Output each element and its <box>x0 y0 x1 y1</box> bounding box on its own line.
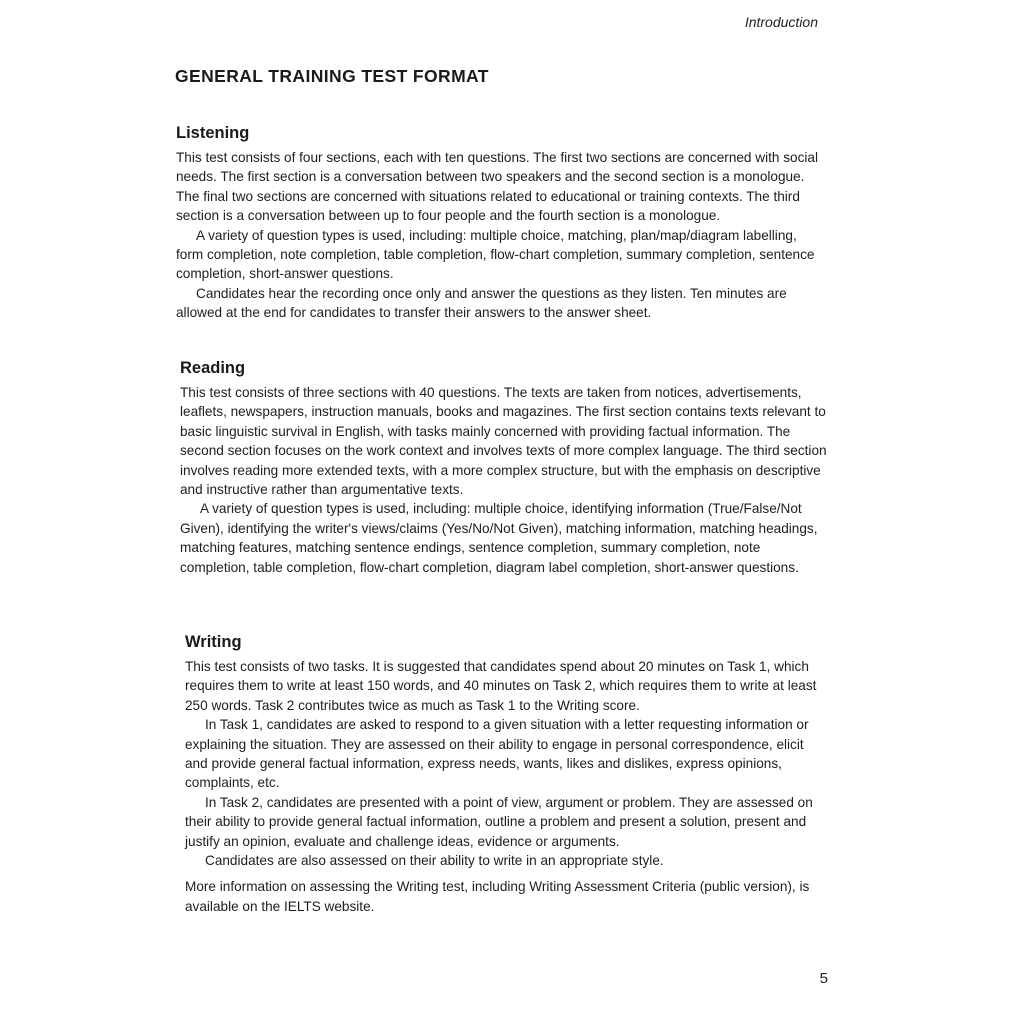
listening-heading: Listening <box>176 124 250 142</box>
reading-paragraph-1: This test consists of three sections with 40 questions. The texts are taken from notices, advertisements, leaflets, newspapers, instruction manuals, books and magazines. The first section contains texts relevant to basic linguistic survival in English, with tasks mainly concerned with providing factual information. The second section focuses on the work context and involves texts of more complex language. The third section involves reading more extended texts, with a more complex structure, but with the emphasis on descriptive and instructive rather than argumentative texts. <box>180 385 827 498</box>
writing-paragraph-2: In Task 1, candidates are asked to respond to a given situation with a letter requesting information or explaining the situation. They are assessed on their ability to engage in personal correspondence, elicit and provide general factual information, express needs, wants, likes and dislikes, express opinions, complaints, etc. <box>185 717 809 791</box>
listening-paragraph-1: This test consists of four sections, each with ten questions. The first two sections are concerned with social needs. The first section is a conversation between two speakers and the second section is a monologue. The final two sections are concerned with situations related to educational or training contexts. The third section is a conversation between up to four people and the fourth section is a monologue. <box>176 150 818 224</box>
listening-paragraph-2: A variety of question types is used, including: multiple choice, matching, plan/map/diagram labelling, form completion, note completion, table completion, flow-chart completion, summary completion, sentence completion, short-answer questions. <box>176 227 815 282</box>
running-head: Introduction <box>744 14 818 30</box>
reading-heading: Reading <box>180 359 246 377</box>
listening-paragraph-3: Candidates hear the recording once only and answer the questions as they listen. Ten minutes are allowed at the end for candidates to transfer their answers to the answer sheet. <box>176 285 787 321</box>
writing-paragraph-1: This test consists of two tasks. It is suggested that candidates spend about 20 minutes on Task 1, which requires them to write at least 150 words, and 40 minutes on Task 2, which requires them to write at least 250 words. Task 2 contributes twice as much as Task 1 to the Writing score. <box>185 659 817 713</box>
writing-heading: Writing <box>185 633 242 651</box>
reading-section <box>180 359 830 577</box>
writing-more-info: More information on assessing the Writing test, including Writing Assessment Criteria (public version), is available on the IELTS website. <box>185 879 810 914</box>
reading-paragraph-2: A variety of question types is used, including: multiple choice, identifying information (True/False/Not Given), identifying the writer's views/claims (Yes/No/Not Given), matching information, matching headings, matching features, matching sentence endings, sentence completion, summary completion, note completion, table completion, flow-chart completion, diagram label completion, short-answer questions. <box>180 501 818 575</box>
writing-paragraph-3: In Task 2, candidates are presented with a point of view, argument or problem. They are assessed on their ability to provide general factual information, outline a problem and present a solution, present and justify an opinion, evaluate and challenge ideas, evidence or arguments. <box>185 794 813 849</box>
listening-section <box>176 124 826 323</box>
page-title: GENERAL TRAINING TEST FORMAT <box>175 66 489 86</box>
writing-section <box>185 633 827 916</box>
page-number: 5 <box>819 970 828 987</box>
writing-paragraph-4: Candidates are also assessed on their ability to write in an appropriate style. <box>205 853 664 869</box>
